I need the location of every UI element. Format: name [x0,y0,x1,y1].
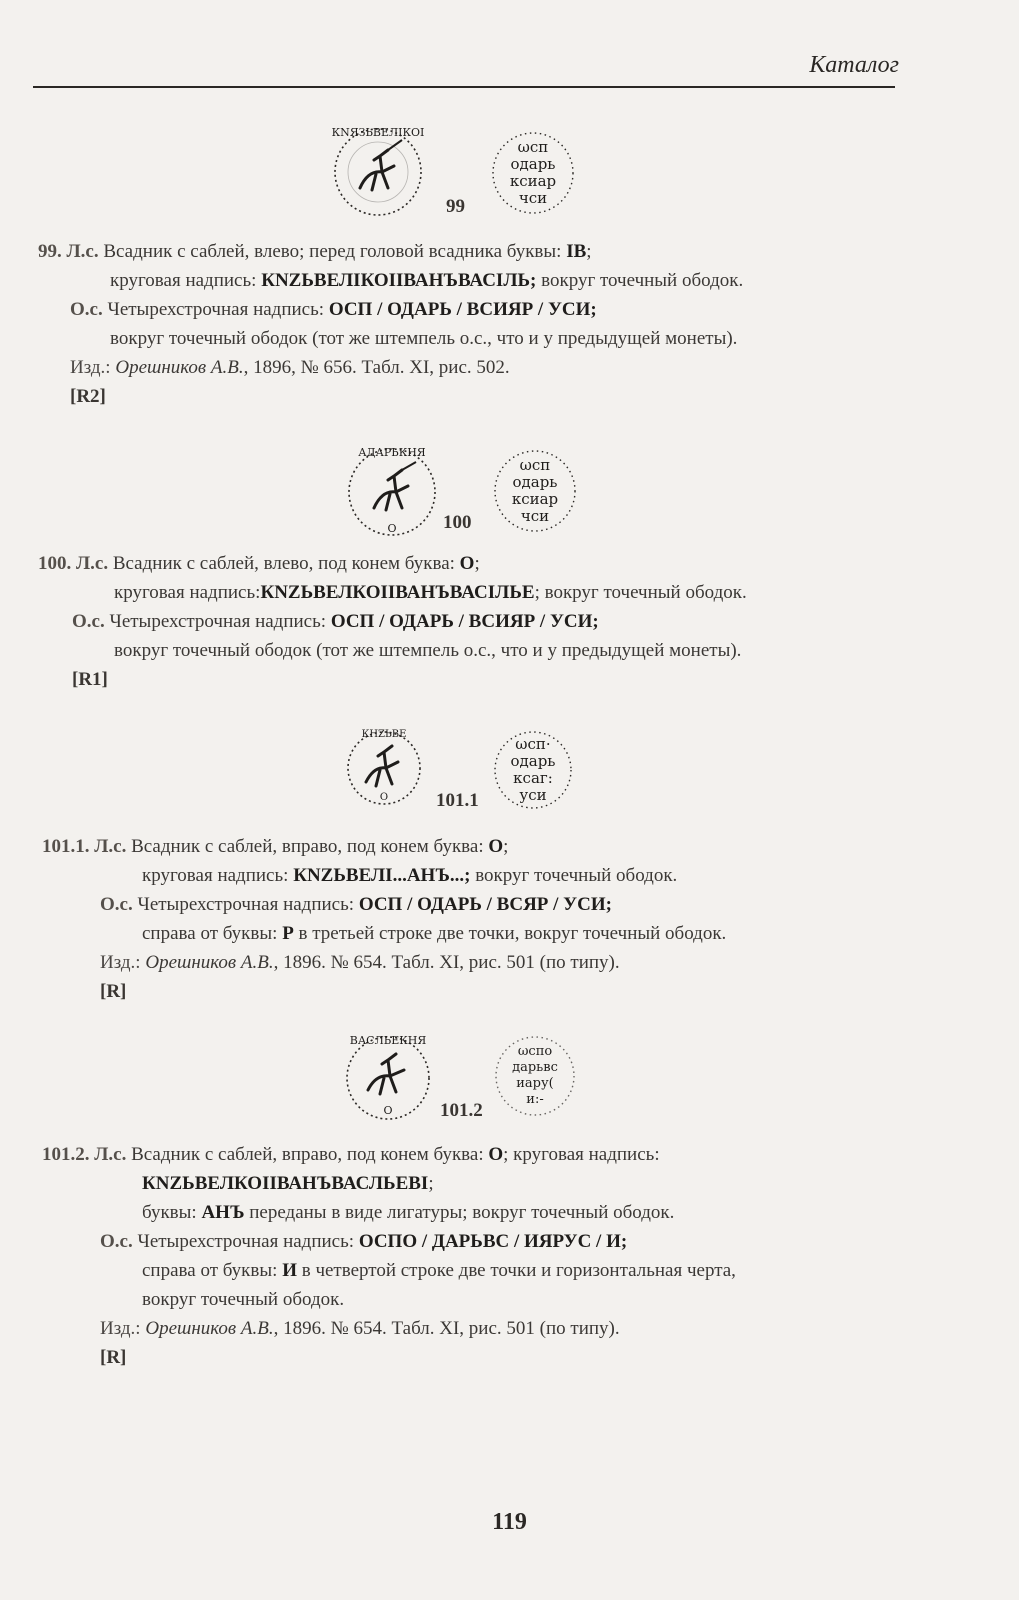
legend-text: КNZЬВЕЛКОIIВАНЪВАСЛЬЕВI [142,1173,429,1194]
legend-tail: вокруг точечный ободок. [475,865,678,886]
reverse-line-4: чси [518,189,548,207]
obverse-description: Всадник с саблей, вправо, под конем буква: [131,836,484,857]
publication-author: Орешников А.В. [145,1318,274,1339]
coin-reverse-drawing [488,132,578,214]
reverse-description: Четырехстрочная надпись: [107,299,325,320]
legend-text: КNZЬВЕЛКОIIВАНЪВАСIЛЬЕ [260,582,535,603]
ligature-prefix: буквы: [142,1202,197,1223]
obverse-label: Л.с. [94,836,127,857]
obverse-label: Л.с. [94,1144,127,1165]
reverse-note: в третьей строке две точки, вокруг точечный ободок. [298,923,727,944]
reverse-label: О.с. [100,894,133,915]
obverse-description: Всадник с саблей, влево; перед головой всадника буквы: [103,241,562,262]
reverse-line-4: чси [520,507,550,525]
reverse-inscription: ОСПО / ДАРЬВС / ИЯРУС / И; [358,1231,628,1252]
rarity-badge: [R2] [70,386,106,407]
reverse-line-4: уси [519,786,547,804]
header-rule [33,86,895,88]
legend-prefix: круговая надпись: [142,865,289,886]
publication-ref: , 1896. № 654. Табл. XI, рис. 501 (по типу). [273,952,620,973]
reverse-note-letter: И [282,1260,297,1281]
reverse-note: вокруг точечный ободок (тот же штемпель о.с., что и у предыдущей монеты). [110,328,738,349]
publication-label: Изд.: [70,357,111,378]
reverse-line-1: ωсп [519,456,551,474]
reverse-note-prefix: справа от буквы: [142,1260,278,1281]
legend-text: КNZЬВЕЛI...АНЪ...; [293,865,471,886]
reverse-line-2: одарь [510,155,556,173]
reverse-note-letter: Р [282,923,294,944]
publication-label: Изд.: [100,1318,141,1339]
reverse-line-3: ксиар [511,490,559,508]
coin-reverse-drawing [490,730,576,810]
entry-number: 99. [38,241,62,262]
reverse-line-3: ксаг: [513,769,553,787]
entry-number: 100. [38,553,72,574]
catalog-entry [38,237,743,411]
coin-legend-text: АДАРЬКНЯ [358,446,426,459]
obverse-tail: ; [586,241,592,262]
rarity-badge: [R1] [72,669,108,690]
reverse-line-2: одарь [510,752,556,770]
obverse-letters: IB [566,241,587,262]
obverse-tail: ; [474,553,480,574]
reverse-inscription: ОСП / ОДАРЬ / ВСЯР / УСИ; [358,894,612,915]
publication-ref: , 1896. № 654. Табл. XI, рис. 501 (по типу). [273,1318,620,1339]
reverse-inscription: ОСП / ОДАРЬ / ВСИЯР / УСИ; [330,611,599,632]
svg-text:О: О [387,522,397,535]
figure-number: 100 [443,512,472,533]
reverse-label: О.с. [70,299,103,320]
legend-text: КNZЬВЕЛIКОIIВАНЪВАСIЛЬ; [261,270,537,291]
rarity-badge: [R] [100,981,127,1002]
catalog-entry [42,1140,736,1372]
rarity-badge: [R] [100,1347,127,1368]
obverse-letters: О [459,553,475,574]
legend-tail: вокруг точечный ободок. [541,270,744,291]
coin-obverse-drawing [346,446,438,538]
obverse-tail: ; [503,836,509,857]
obverse-label: Л.с. [76,553,109,574]
publication-author: Орешников А.В. [145,952,274,973]
reverse-line-3: ксиар [509,172,557,190]
reverse-note: вокруг точечный ободок (тот же штемпель о.с., что и у предыдущей монеты). [114,640,742,661]
coin-reverse-drawing [490,1036,580,1116]
reverse-line-1: ωспо [517,1044,553,1059]
ligature-note: переданы в виде лигатуры; вокруг точечный ободок. [249,1202,675,1223]
reverse-inscription: ОСП / ОДАРЬ / ВСИЯР / УСИ; [328,299,597,320]
legend-tail: ; вокруг точечный ободок. [534,582,747,603]
reverse-description: Четырехстрочная надпись: [137,1231,355,1252]
reverse-line-2: одарь [512,473,558,491]
catalog-entry [42,832,726,1006]
reverse-note-cont: вокруг точечный ободок. [142,1289,345,1310]
obverse-letters: О [488,836,504,857]
reverse-description: Четырехстрочная надпись: [137,894,355,915]
catalog-entry [38,549,747,694]
coin-reverse-drawing [490,450,580,532]
figure-number: 101.1 [436,790,479,811]
obverse-letters: О [488,1144,504,1165]
publication-label: Изд.: [100,952,141,973]
figure-number: 99 [446,196,465,217]
figure-number: 101.2 [440,1100,483,1121]
reverse-note-prefix: справа от буквы: [142,923,278,944]
svg-text:О: О [383,1104,393,1117]
reverse-label: О.с. [72,611,105,632]
ligature-letters: АНЪ [201,1202,245,1223]
page-number: 119 [492,1509,527,1535]
svg-text:О: О [379,792,389,803]
publication-ref: , 1896, № 656. Табл. XI, рис. 502. [243,357,510,378]
obverse-label: Л.с. [66,241,99,262]
publication-author: Орешников А.В. [115,357,244,378]
coin-obverse-drawing [342,1034,434,1122]
coin-legend-text: ВАСЛЬЕКНЯ [349,1034,427,1047]
legend-prefix: круговая надпись: [114,582,261,603]
reverse-label: О.с. [100,1231,133,1252]
entry-number: 101.2. [42,1144,90,1165]
reverse-line-3: иару( [516,1076,554,1091]
coin-obverse-drawing [332,126,424,218]
reverse-line-4: и:- [526,1092,544,1107]
reverse-note: в четвертой строке две точки и горизонтальная черта, [301,1260,736,1281]
legend-prefix: круговая надпись: [110,270,257,291]
entry-number: 101.1. [42,836,90,857]
reverse-line-1: ωсп [517,138,549,156]
reverse-line-1: ωсп· [515,735,551,753]
running-head: Каталог [809,52,899,78]
obverse-description: Всадник с саблей, вправо, под конем буква: [131,1144,484,1165]
reverse-line-2: дарьвс [512,1060,558,1075]
coin-legend-text: КNЯЗЬВЕЛІКОІ [331,126,425,139]
obverse-tail: ; круговая надпись: [503,1144,660,1165]
coin-obverse-drawing [346,728,422,808]
obverse-description: Всадник с саблей, влево, под конем буква: [112,553,455,574]
reverse-description: Четырехстрочная надпись: [109,611,327,632]
coin-legend-text: КНZЬВЕ [361,729,407,740]
legend-tail: ; [428,1173,434,1194]
